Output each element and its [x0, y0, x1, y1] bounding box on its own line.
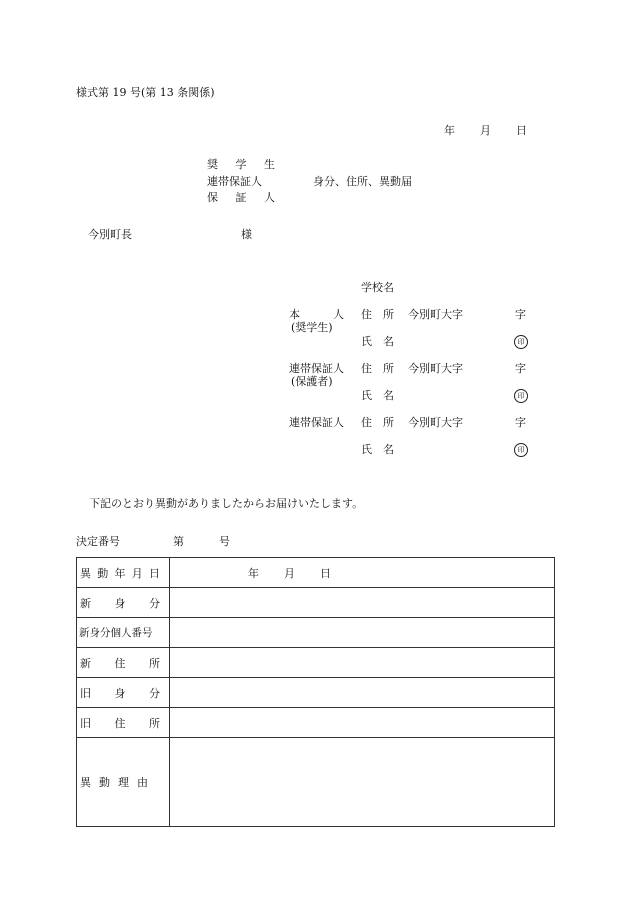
- guarantor1-sub-label: (保護者): [291, 375, 333, 388]
- student-name-label: 氏 名: [361, 335, 394, 348]
- student-label: 本 人: [289, 308, 344, 321]
- submission-date-month: 月: [480, 124, 491, 137]
- change-date-day: 日: [320, 566, 331, 580]
- addressee: 今別町長: [88, 228, 132, 241]
- new-status-id-value-cell[interactable]: [170, 618, 555, 648]
- guarantor1-aza-label: 字: [515, 362, 526, 375]
- role-scholar: 奨 学 生: [207, 158, 282, 171]
- old-status-value-cell[interactable]: [170, 678, 555, 708]
- change-date-year: 年: [248, 566, 259, 580]
- guarantor2-aza-label: 字: [515, 416, 526, 429]
- table-row: [77, 588, 555, 618]
- student-town-label: 今別町大字: [408, 308, 463, 321]
- table-row: [77, 678, 555, 708]
- row-label: 異 動 年 月 日: [80, 566, 160, 580]
- student-seal-icon: 印: [514, 335, 528, 349]
- table-row: [77, 558, 555, 588]
- guarantor2-name-label: 氏 名: [361, 443, 394, 456]
- table-row: [77, 738, 555, 827]
- decision-number-label: 決定番号: [76, 535, 120, 548]
- row-label-cell: [77, 558, 170, 588]
- table-row: [77, 618, 555, 648]
- row-label-cell: [77, 648, 170, 678]
- form-number: 様式第 19 号(第 13 条関係): [76, 86, 215, 99]
- guarantor1-seal-icon: 印: [514, 389, 528, 403]
- row-label-cell: [77, 678, 170, 708]
- change-date-month: 月: [284, 566, 295, 580]
- student-sub-label: (奨学生): [291, 321, 333, 334]
- decision-number-dai: 第: [173, 535, 184, 548]
- row-label-cell: [77, 708, 170, 738]
- change-reason-value-cell[interactable]: [170, 738, 555, 827]
- row-label: 新身分個人番号: [77, 618, 170, 648]
- row-label-cell: [77, 738, 170, 827]
- guarantor1-name-label: 氏 名: [361, 389, 394, 402]
- guarantor1-address-label: 住 所: [361, 362, 394, 375]
- row-label-cell: [77, 588, 170, 618]
- table-row: [77, 708, 555, 738]
- row-label: 旧 身 分: [80, 686, 160, 700]
- change-date-value-cell[interactable]: [170, 558, 555, 588]
- role-guarantor: 保 証 人: [207, 191, 282, 204]
- guarantor1-label: 連帯保証人: [289, 362, 344, 375]
- role-joint-guarantor: 連帯保証人: [207, 175, 262, 188]
- submission-date-year: 年: [444, 124, 455, 137]
- student-aza-label: 字: [515, 308, 526, 321]
- guarantor2-label: 連帯保証人: [289, 416, 344, 429]
- row-label: 旧 住 所: [80, 716, 160, 730]
- submission-date-day: 日: [516, 124, 527, 137]
- new-address-value-cell[interactable]: [170, 648, 555, 678]
- document-title: 身分、住所、異動届: [313, 175, 412, 188]
- guarantor2-seal-icon: 印: [514, 443, 528, 457]
- decision-number-go: 号: [219, 535, 230, 548]
- school-name-label: 学校名: [361, 281, 394, 294]
- row-label: 新 住 所: [80, 656, 160, 670]
- statement-text: 下記のとおり異動がありましたからお届けいたします。: [89, 497, 364, 510]
- row-label: 異 動 理 由: [80, 776, 148, 789]
- guarantor2-address-label: 住 所: [361, 416, 394, 429]
- honorific: 様: [241, 228, 252, 241]
- new-status-value-cell[interactable]: [170, 588, 555, 618]
- guarantor2-town-label: 今別町大字: [408, 416, 463, 429]
- row-label: 新 身 分: [80, 596, 160, 610]
- table-row: [77, 648, 555, 678]
- guarantor1-town-label: 今別町大字: [408, 362, 463, 375]
- student-address-label: 住 所: [361, 308, 394, 321]
- change-details-table: [76, 557, 555, 827]
- old-address-value-cell[interactable]: [170, 708, 555, 738]
